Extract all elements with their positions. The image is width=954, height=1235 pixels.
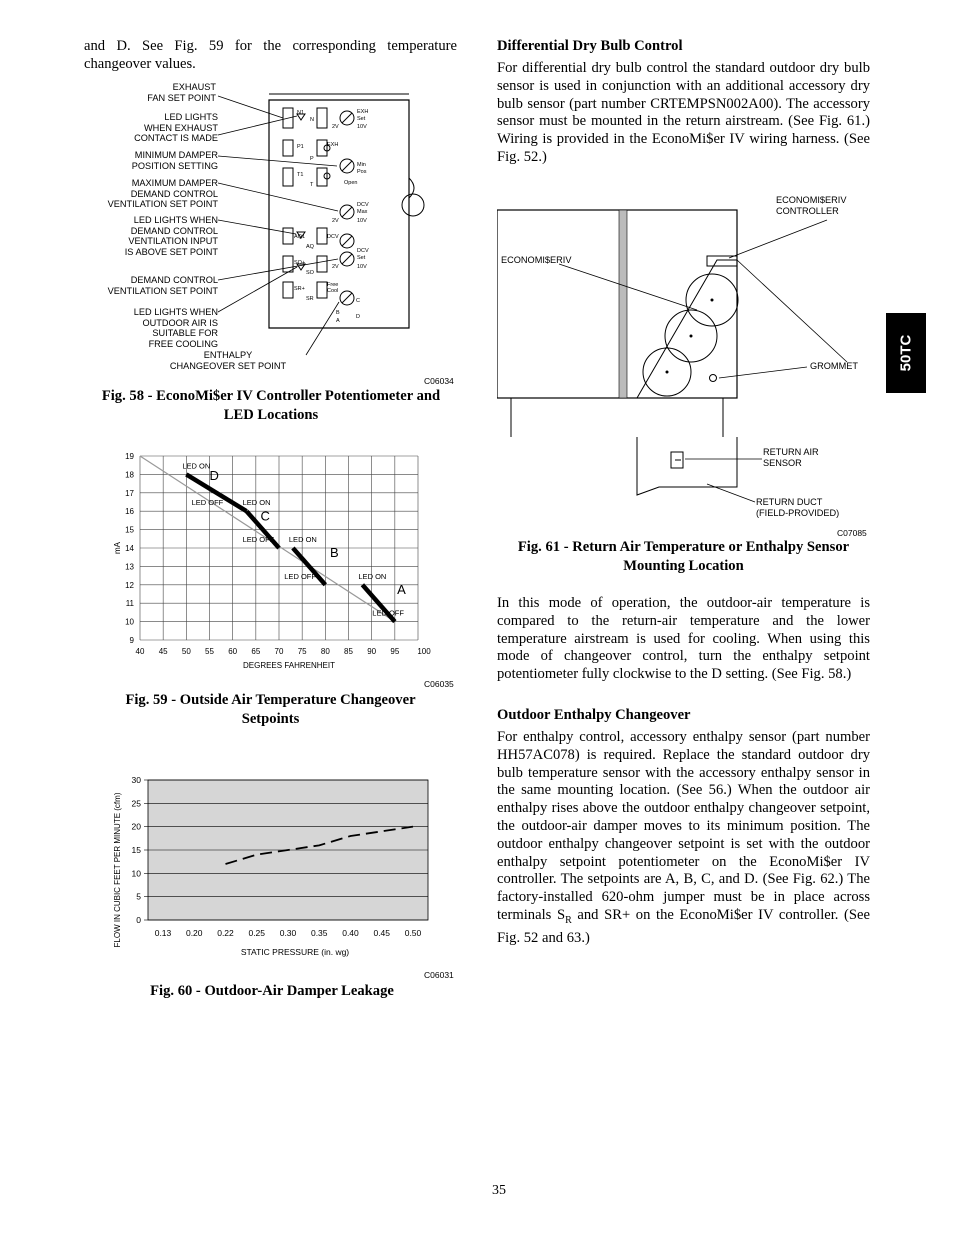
fig59-chart	[110, 448, 460, 670]
fig58-label-led-dcv: LED LIGHTS WHEN DEMAND CONTROL VENTILATION INPUT IS ABOVE SET POINT	[124, 215, 218, 257]
section-tab-label: 50TC	[897, 334, 915, 372]
fig58-code: C06034	[424, 376, 454, 386]
svg-text:N: N	[310, 117, 314, 123]
fig59-annotation: LED ON	[242, 498, 271, 508]
fig59-x-tick: 75	[297, 647, 307, 656]
fig60-x-tick: 0.40	[342, 928, 359, 938]
svg-text:EXH: EXH	[327, 142, 339, 148]
svg-text:Cool: Cool	[327, 288, 339, 294]
fig59-x-tick: 85	[344, 647, 353, 656]
fig59-y-tick: 9	[129, 636, 134, 645]
fig60-code: C06031	[424, 970, 454, 980]
fig58-label-max-damper: MAXIMUM DAMPER DEMAND CONTROL VENTILATION SET POINT	[107, 178, 218, 209]
fig60-x-label: STATIC PRESSURE (in. wg)	[240, 947, 350, 957]
fig58-label-dcv-set: DEMAND CONTROL VENTILATION SET POINT	[107, 275, 218, 296]
fig60-x-tick: 0.20	[185, 928, 203, 938]
heading-differential: Differential Dry Bulb Control	[497, 38, 683, 54]
paragraph-mode: In this mode of operation, the outdoor-air temperature is compared to the return-air temperature and the lower temperature airstream is used for cooling. When using this mode of changeover control, turn the enthalpy setpoint potentiometer fully clockwise to the D setting. (See Fig. 58.)	[497, 595, 870, 683]
fig61-label-sensor: RETURN AIR SENSOR	[763, 447, 819, 468]
fig59-y-tick: 12	[125, 580, 134, 590]
fig59-code: C06035	[424, 679, 454, 689]
svg-text:DCV: DCV	[357, 202, 369, 208]
fig61-label-grommet: GROMMET	[810, 361, 858, 371]
fig59-annotation: LED ON	[288, 535, 317, 544]
paragraph-enthalpy-text: For enthalpy control, accessory enthalpy sensor (part number HH57AC078) is required. Replace the standard outdoor dry bulb temperature sensor with the accessory enthalpy sensor in the same mounting location. (See 56.) When the outdoor air enthalpy rises above the outdoor enthalpy changeover setpoint, the outdoor-air damper moves to its minimum position. The outdoor enthalpy changeover setpoint is set with the outdoor enthalpy setpoint potentiometer on the EconoMi$er IV controller. The setpoints are A, B, C, and D. (See Fig. 62.) The factory-installed 620-ohm jumper must be in place across terminals	[497, 729, 870, 923]
fig59-annotation: LED OFF	[191, 498, 224, 508]
fig59-y-tick: 17	[125, 488, 134, 498]
fig60-y-tick: 5	[136, 891, 141, 902]
fig59-series-label-C: C	[260, 508, 270, 524]
fig58-label-exhaust: EXHAUST FAN SET POINT	[147, 82, 216, 103]
terminal-subscript: R	[565, 914, 572, 926]
svg-text:10V: 10V	[357, 264, 367, 270]
fig60-y-tick: 20	[131, 821, 141, 832]
svg-text:Set: Set	[357, 116, 366, 122]
intro-paragraph: and D. See Fig. 59 for the corresponding temperature changeover values.	[84, 38, 457, 72]
svg-text:SO+: SO+	[294, 260, 306, 266]
fig60-x-tick: 0.30	[279, 928, 297, 938]
fig59-y-tick: 15	[125, 525, 134, 535]
fig59-y-label: mA	[113, 542, 122, 554]
svg-text:10V: 10V	[357, 218, 367, 224]
fig60-x-tick: 0.35	[310, 928, 328, 938]
fig61-code: C07085	[837, 528, 867, 538]
fig60-x-tick: 0.25	[248, 928, 266, 938]
svg-text:SR: SR	[306, 296, 314, 302]
svg-text:P: P	[310, 156, 314, 162]
fig61-label-controller: ECONOMI$ERIV CONTROLLER	[776, 195, 847, 216]
svg-text:Min: Min	[357, 162, 366, 168]
fig60-y-tick: 0	[136, 915, 141, 925]
fig60-x-tick: 0.45	[373, 928, 391, 938]
fig59-x-tick: 90	[367, 647, 377, 656]
paragraph-enthalpy-end: and SR+ on the EconoMi$er IV controller. (See Fig. 52 and 63.)	[497, 906, 870, 946]
fig58-label-led-exhaust: LED LIGHTS WHEN EXHAUST CONTACT IS MADE	[134, 112, 218, 143]
fig60-y-tick: 10	[131, 868, 141, 879]
fig61-caption: Fig. 61 - Return Air Temperature or Enthalpy Sensor Mounting Location	[517, 539, 850, 574]
svg-text:D: D	[356, 314, 360, 320]
fig59-x-label: DEGREES FAHRENHEIT	[242, 661, 336, 670]
fig59-y-tick: 16	[125, 507, 134, 517]
svg-text:C: C	[356, 298, 360, 304]
fig59-x-tick: 45	[158, 647, 168, 656]
fig59-x-tick: 65	[251, 647, 261, 656]
svg-text:T: T	[310, 182, 314, 188]
fig59-series-label-D: D	[209, 467, 219, 483]
svg-text:SO: SO	[306, 270, 314, 276]
section-tab	[886, 313, 926, 393]
svg-text:Open: Open	[344, 180, 358, 186]
svg-text:10V: 10V	[357, 124, 367, 130]
svg-text:Pos: Pos	[357, 169, 367, 175]
svg-text:2V: 2V	[332, 264, 339, 270]
svg-text:Max: Max	[357, 209, 368, 215]
fig60-y-label: FLOW IN CUBIC FEET PER MINUTE (cfm)	[113, 792, 122, 948]
fig59-annotation: LED OFF	[284, 571, 316, 581]
svg-text:T1: T1	[297, 172, 304, 178]
fig59-x-tick: 95	[390, 647, 400, 656]
fig61-label-economizer: ECONOMI$ERIV	[501, 255, 572, 265]
fig58-caption: Fig. 58 - EconoMi$er IV Controller Potentiometer and LED Locations	[101, 388, 441, 423]
fig60-x-tick: 0.22	[217, 928, 234, 938]
svg-text:Set: Set	[357, 255, 366, 261]
fig60-x-tick: 0.50	[404, 928, 422, 938]
svg-text:N1: N1	[297, 110, 305, 116]
fig59-y-tick: 14	[125, 544, 134, 553]
fig59-series-label-A: A	[397, 582, 406, 597]
fig60-y-tick: 15	[131, 845, 141, 855]
page-number: 35	[492, 1183, 506, 1198]
fig58-figure	[84, 78, 464, 386]
svg-text:B: B	[336, 310, 340, 316]
svg-text:AQ1: AQ1	[294, 234, 306, 240]
fig60-x-tick: 0.13	[154, 928, 172, 938]
paragraph-enthalpy	[497, 729, 870, 947]
svg-text:P1: P1	[297, 144, 304, 150]
svg-text:2V: 2V	[332, 124, 339, 130]
fig60-y-tick: 30	[131, 775, 141, 785]
fig59-annotation: LED OFF	[242, 535, 275, 544]
svg-text:EXH: EXH	[357, 109, 369, 115]
svg-text:A: A	[336, 318, 340, 324]
fig60-caption: Fig. 60 - Outdoor-Air Damper Leakage	[150, 983, 394, 999]
fig58-label-min-damper: MINIMUM DAMPER POSITION SETTING	[131, 150, 218, 171]
fig59-x-tick: 50	[181, 647, 191, 656]
fig60-y-tick: 25	[131, 798, 141, 809]
fig59-y-tick: 11	[125, 599, 134, 609]
fig59-y-tick: 10	[125, 617, 134, 627]
fig60-chart	[108, 750, 458, 966]
fig58-label-led-free-cool: LED LIGHTS WHEN OUTDOOR AIR IS SUITABLE FOR FREE COOLING	[133, 307, 218, 349]
fig59-caption: Fig. 59 - Outside Air Temperature Changeover Setpoints	[125, 692, 416, 727]
svg-text:SR+: SR+	[294, 286, 305, 292]
fig61-label-duct: RETURN DUCT (FIELD-PROVIDED)	[756, 497, 840, 518]
heading-enthalpy: Outdoor Enthalpy Changeover	[497, 707, 691, 723]
terminal-s-text: S	[556, 906, 566, 923]
fig59-x-tick: 55	[205, 647, 214, 656]
fig59-annotation: LED ON	[358, 571, 387, 581]
fig59-x-tick: 40	[135, 647, 145, 656]
fig58-board-diagram	[84, 78, 464, 378]
svg-text:DCV: DCV	[327, 234, 339, 240]
svg-text:Free: Free	[327, 282, 339, 288]
fig59-x-tick: 60	[228, 647, 238, 656]
fig59-y-tick: 19	[125, 452, 134, 461]
svg-text:AQ: AQ	[306, 244, 314, 250]
svg-text:2V: 2V	[332, 218, 339, 224]
fig59-x-tick: 80	[320, 647, 330, 656]
fig59-y-tick: 18	[125, 470, 134, 480]
fig59-series-label-B: B	[329, 545, 339, 561]
fig59-annotation: LED OFF	[372, 608, 404, 618]
fig59-x-tick: 70	[274, 647, 284, 656]
fig59-y-tick: 13	[125, 562, 134, 572]
paragraph-differential: For differential dry bulb control the standard outdoor dry bulb sensor is used in conjunction with an additional accessory dry bulb sensor (part number CRTEMPSN002A00). The accessory sensor must be mounted in the return airstream. (See Fig. 61.) Wiring is provided in the EconoMi$er IV wiring harness. (See Fig. 52.)	[497, 60, 870, 165]
fig61-figure	[497, 192, 877, 542]
fig59-annotation: LED ON	[182, 461, 211, 471]
svg-text:DCV: DCV	[357, 248, 369, 254]
fig58-label-enthalpy: ENTHALPY CHANGEOVER SET POINT	[169, 350, 287, 371]
fig61-diagram	[497, 192, 877, 522]
fig59-x-tick: 100	[417, 647, 431, 656]
